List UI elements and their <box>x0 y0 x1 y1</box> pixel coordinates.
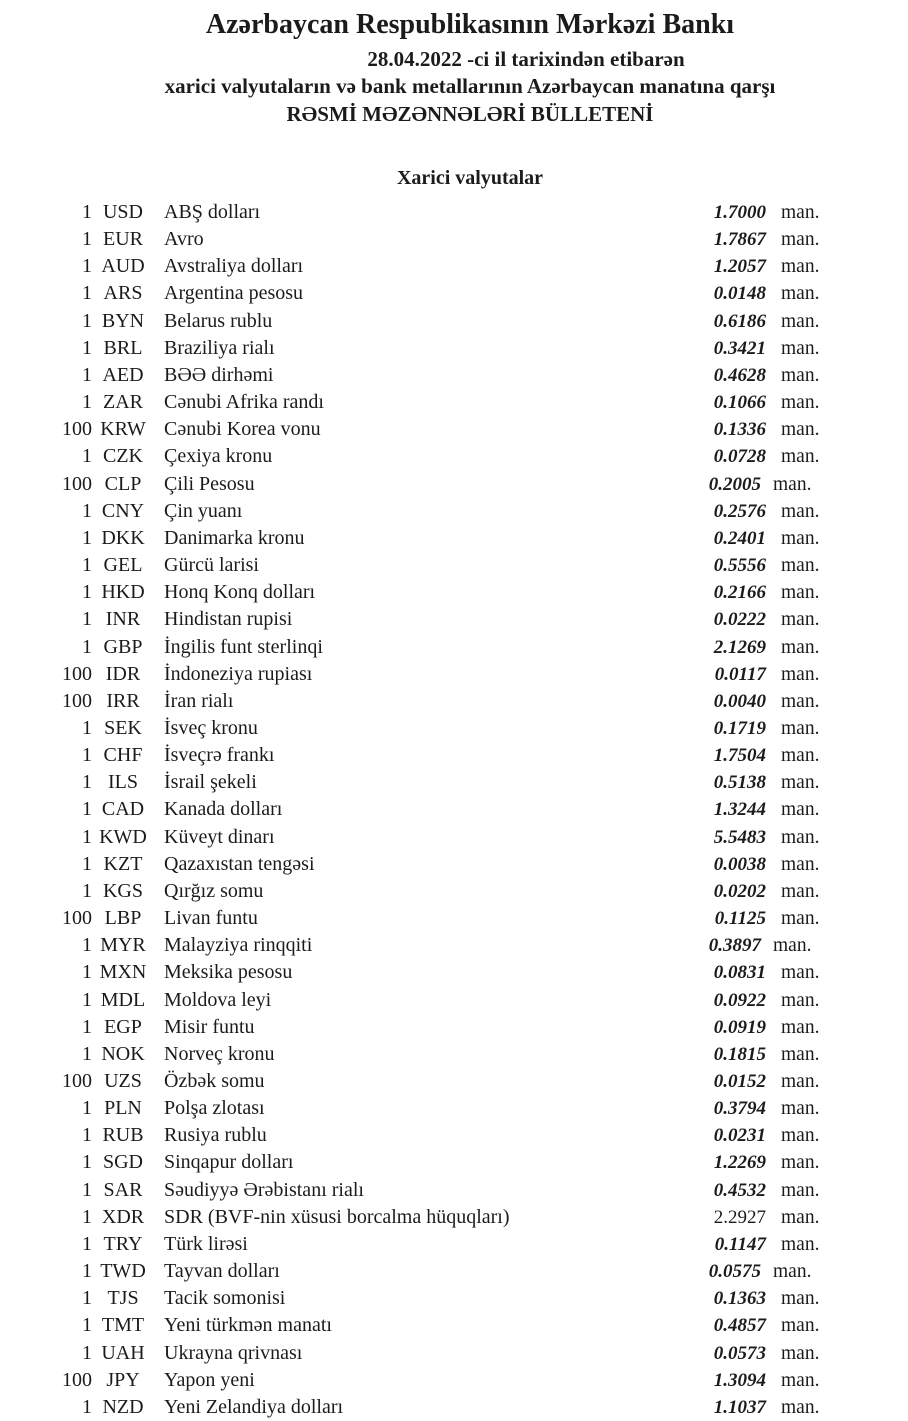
rate-row <box>54 308 824 335</box>
unit-label: man. <box>781 419 820 441</box>
currency-code: EGP <box>104 1015 142 1038</box>
rate-value: 0.1815 <box>713 1043 766 1065</box>
unit-label: man. <box>781 663 820 685</box>
rate-quantity: 100 <box>62 418 92 441</box>
unit-label: man. <box>781 1233 820 1255</box>
rate-value: 5.5483 <box>713 826 766 848</box>
unit-label: man. <box>781 609 820 631</box>
rate-row <box>54 715 824 742</box>
unit-label: man. <box>781 392 820 414</box>
currency-name: Sinqapur dolları <box>164 1151 294 1174</box>
rate-row <box>54 1095 824 1122</box>
currency-name: Yeni Zelandiya dolları <box>164 1395 344 1418</box>
rate-quantity: 1 <box>82 1205 92 1228</box>
rate-quantity: 1 <box>82 798 92 821</box>
currency-code: CAD <box>101 798 145 821</box>
rate-value: 0.1336 <box>713 419 766 441</box>
rate-value: 1.3244 <box>713 799 766 821</box>
rate-value: 0.0575 <box>708 1261 761 1283</box>
unit-label: man. <box>773 473 812 495</box>
rate-quantity: 100 <box>62 689 92 712</box>
rate-value: 1.3094 <box>713 1369 766 1391</box>
currency-code: TRY <box>103 1232 143 1255</box>
currency-code: BRL <box>103 336 143 359</box>
section-title: Xarici valyutalar <box>396 167 544 189</box>
rate-quantity: 1 <box>82 228 92 251</box>
currency-code: INR <box>105 608 141 631</box>
rate-row <box>54 1068 824 1095</box>
rate-row <box>54 199 824 226</box>
unit-label: man. <box>781 880 820 902</box>
currency-code: BYN <box>101 309 145 332</box>
rate-row <box>54 932 824 959</box>
currency-code: JPY <box>106 1368 140 1391</box>
rate-row <box>54 362 824 389</box>
rate-value: 1.2057 <box>713 256 766 278</box>
currency-name: Belarus rublu <box>164 309 273 332</box>
rate-row <box>54 1394 824 1421</box>
rate-row <box>54 498 824 525</box>
currency-name: İsrail şekeli <box>164 771 257 794</box>
rate-value: 0.0573 <box>713 1342 766 1364</box>
rate-quantity: 1 <box>82 1395 92 1418</box>
rate-row <box>54 226 824 253</box>
currency-code: IRR <box>106 689 140 712</box>
currency-name: Ukrayna qrivnası <box>164 1341 303 1364</box>
rate-value: 0.5556 <box>713 555 766 577</box>
currency-name: Braziliya rialı <box>164 336 275 359</box>
currency-name: Yeni türkmən manatı <box>164 1314 332 1337</box>
unit-label: man. <box>781 1098 820 1120</box>
rate-quantity: 1 <box>82 934 92 957</box>
currency-name: Meksika pesosu <box>164 961 293 984</box>
rate-quantity: 1 <box>82 581 92 604</box>
currency-code: GBP <box>103 635 143 658</box>
rate-quantity: 1 <box>82 1151 92 1174</box>
currency-code: KWD <box>99 825 147 848</box>
rate-quantity: 100 <box>62 662 92 685</box>
unit-label: man. <box>781 636 820 658</box>
currency-code: MYR <box>100 934 146 957</box>
unit-label: man. <box>781 500 820 522</box>
currency-code: GEL <box>103 554 143 577</box>
unit-label: man. <box>781 690 820 712</box>
rate-row <box>54 525 824 552</box>
effective-date-line: 28.04.2022 -ci il tarixindən etibarən <box>367 47 685 71</box>
rate-value: 0.6186 <box>713 310 766 332</box>
rate-quantity: 1 <box>82 961 92 984</box>
unit-label: man. <box>781 989 820 1011</box>
rate-value: 0.4628 <box>713 364 766 386</box>
currency-code: CNY <box>101 499 145 522</box>
rate-value: 2.1269 <box>713 636 766 658</box>
currency-code: MXN <box>99 961 147 984</box>
currency-code: SAR <box>103 1178 143 1201</box>
currency-code: SEK <box>104 716 142 739</box>
rate-row <box>54 579 824 606</box>
rate-quantity: 1 <box>82 608 92 631</box>
rate-value: 0.0922 <box>713 989 766 1011</box>
currency-name: Tayvan dolları <box>164 1260 280 1283</box>
unit-label: man. <box>781 1342 820 1364</box>
currency-name: Moldova leyi <box>164 988 272 1011</box>
currency-name: Cənubi Afrika randı <box>164 391 324 414</box>
rate-value: 1.7867 <box>713 229 766 251</box>
currency-name: İsveç kronu <box>164 716 258 739</box>
rate-value: 0.0148 <box>713 283 766 305</box>
unit-label: man. <box>781 745 820 767</box>
rate-value: 0.0231 <box>713 1125 766 1147</box>
rate-row <box>54 661 824 688</box>
rate-quantity: 1 <box>82 716 92 739</box>
rate-row <box>54 1041 824 1068</box>
bank-name: Azərbaycan Respublikasının Mərkəzi Bankı <box>205 9 735 40</box>
rate-value: 0.1125 <box>714 908 766 930</box>
currency-name: Səudiyyə Ərəbistanı rialı <box>164 1178 364 1201</box>
bulletin-title: RƏSMİ MƏZƏNNƏLƏRİ BÜLLETENİ <box>286 102 654 126</box>
rate-row <box>54 606 824 633</box>
rate-quantity: 1 <box>82 1097 92 1120</box>
unit-label: man. <box>781 229 820 251</box>
rate-quantity: 1 <box>82 499 92 522</box>
rate-quantity: 1 <box>82 282 92 305</box>
rate-value: 0.4532 <box>713 1179 766 1201</box>
rate-value: 0.3897 <box>708 935 761 957</box>
currency-code: AED <box>102 363 144 386</box>
rate-value: 0.0222 <box>713 609 766 631</box>
rate-quantity: 1 <box>82 391 92 414</box>
rate-row <box>54 1204 824 1231</box>
currency-name: BƏƏ dirhəmi <box>164 363 274 386</box>
unit-label: man. <box>781 908 820 930</box>
currency-code: DKK <box>101 526 145 549</box>
rate-row <box>54 552 824 579</box>
currency-name: ABŞ dolları <box>164 201 261 223</box>
currency-code: LBP <box>104 907 142 930</box>
unit-label: man. <box>781 256 820 278</box>
unit-label: man. <box>781 1288 820 1310</box>
rate-quantity: 1 <box>82 255 92 278</box>
unit-label: man. <box>773 935 812 957</box>
rate-value: 0.2005 <box>708 473 761 495</box>
currency-code: TJS <box>107 1287 139 1310</box>
currency-code: CLP <box>104 472 142 495</box>
unit-label: man. <box>781 1315 820 1337</box>
rate-row <box>54 1367 824 1394</box>
rate-quantity: 100 <box>62 1368 92 1391</box>
rate-value: 0.0038 <box>713 853 766 875</box>
currency-code: UAH <box>101 1341 145 1364</box>
unit-label: man. <box>781 1043 820 1065</box>
rate-row <box>54 905 824 932</box>
rate-quantity: 1 <box>82 635 92 658</box>
rate-quantity: 1 <box>82 336 92 359</box>
bulletin-header <box>54 8 854 128</box>
unit-label: man. <box>781 1152 820 1174</box>
rate-value: 0.0117 <box>714 663 766 685</box>
currency-code: CHF <box>103 744 143 767</box>
rate-row <box>54 1340 824 1367</box>
currency-name: Livan funtu <box>164 907 258 930</box>
currency-code: TWD <box>100 1260 146 1283</box>
currency-code: PLN <box>104 1097 142 1120</box>
unit-label: man. <box>773 1261 812 1283</box>
unit-label: man. <box>781 853 820 875</box>
rate-row <box>54 1258 824 1285</box>
rate-row <box>54 471 824 498</box>
currency-name: Yapon yeni <box>164 1368 255 1391</box>
rate-value: 0.0152 <box>713 1071 766 1092</box>
currency-name: Qırğız somu <box>164 879 264 902</box>
unit-label: man. <box>781 1179 820 1201</box>
currency-name: Türk lirəsi <box>164 1232 248 1255</box>
unit-label: man. <box>781 1369 820 1391</box>
bulletin-page <box>54 8 854 1418</box>
unit-label: man. <box>781 582 820 604</box>
currency-name: Argentina pesosu <box>164 282 304 305</box>
currency-name: İsveçrə frankı <box>164 744 275 767</box>
currency-code: KGS <box>102 879 143 902</box>
rate-value: 0.4857 <box>713 1315 766 1337</box>
rate-row <box>54 335 824 362</box>
rate-quantity: 1 <box>82 771 92 794</box>
unit-label: man. <box>781 826 820 848</box>
rate-value: 0.1363 <box>713 1288 766 1310</box>
rate-row <box>54 1177 824 1204</box>
rate-row <box>54 253 824 280</box>
rate-quantity: 1 <box>82 445 92 468</box>
unit-label: man. <box>781 446 820 468</box>
currency-name: Polşa zlotası <box>164 1097 265 1120</box>
rate-value: 0.1066 <box>713 392 766 414</box>
unit-label: man. <box>781 555 820 577</box>
currency-name: Danimarka kronu <box>164 526 305 549</box>
currency-name: Rusiya rublu <box>164 1124 267 1147</box>
currency-code: EUR <box>103 228 143 251</box>
rate-quantity: 1 <box>82 825 92 848</box>
rate-row <box>54 1285 824 1312</box>
currency-name: Honq Konq dolları <box>164 581 316 604</box>
unit-label: man. <box>781 799 820 821</box>
currency-code: ILS <box>108 771 138 794</box>
rate-row <box>54 1312 824 1339</box>
rate-row <box>54 389 824 416</box>
rate-quantity: 1 <box>82 526 92 549</box>
rate-value: 0.1719 <box>713 717 766 739</box>
rate-quantity: 1 <box>82 879 92 902</box>
rate-quantity: 1 <box>82 1042 92 1065</box>
currency-name: Avro <box>164 228 204 251</box>
unit-label: man. <box>781 962 820 984</box>
rate-row <box>54 1149 824 1176</box>
currency-name: Kanada dolları <box>164 798 283 821</box>
currency-code: NZD <box>102 1395 144 1418</box>
rate-row <box>54 796 824 823</box>
unit-label: man. <box>781 1396 820 1418</box>
rate-row <box>54 1014 824 1041</box>
rate-quantity: 1 <box>82 1124 92 1147</box>
rate-row <box>54 1122 824 1149</box>
rate-quantity: 1 <box>82 744 92 767</box>
currency-name: SDR (BVF-nin xüsusi borcalma hüquqları) <box>164 1205 510 1228</box>
currency-name: Özbək somu <box>164 1070 265 1092</box>
currency-name: Qazaxıstan tengəsi <box>164 852 315 875</box>
rate-value: 0.2401 <box>713 527 766 549</box>
rate-row <box>54 959 824 986</box>
rate-quantity: 1 <box>82 1232 92 1255</box>
rate-quantity: 1 <box>82 1314 92 1337</box>
currency-code: KRW <box>100 418 146 441</box>
rate-row <box>54 443 824 470</box>
currency-name: İran rialı <box>164 689 234 712</box>
rate-value: 0.2166 <box>713 582 766 604</box>
rate-quantity: 1 <box>82 1260 92 1283</box>
rate-value: 0.0040 <box>713 690 766 712</box>
currency-name: Hindistan rupisi <box>164 608 293 631</box>
rate-quantity: 1 <box>82 1287 92 1310</box>
rate-value: 0.0202 <box>713 880 766 902</box>
rate-value: 0.3421 <box>713 337 766 359</box>
unit-label: man. <box>781 202 820 223</box>
rate-quantity: 1 <box>82 1341 92 1364</box>
rate-row <box>54 688 824 715</box>
unit-label: man. <box>781 283 820 305</box>
rate-quantity: 1 <box>82 1015 92 1038</box>
currency-name: Çili Pesosu <box>164 472 255 495</box>
rate-quantity: 1 <box>82 554 92 577</box>
currency-code: ARS <box>103 282 143 305</box>
currency-code: IDR <box>105 662 141 685</box>
rate-row <box>54 280 824 307</box>
rate-value: 0.0831 <box>713 962 766 984</box>
rate-row <box>54 1231 824 1258</box>
unit-label: man. <box>781 310 820 332</box>
rate-value: 0.0728 <box>713 446 766 468</box>
currency-name: Çexiya kronu <box>164 445 273 468</box>
rate-value: 0.1147 <box>714 1233 766 1255</box>
currency-code: USD <box>102 201 143 223</box>
currency-code: NOK <box>101 1042 145 1065</box>
rate-row <box>54 987 824 1014</box>
rate-quantity: 1 <box>82 852 92 875</box>
currency-name: Gürcü larisi <box>164 554 259 577</box>
rate-value: 0.3794 <box>713 1098 766 1120</box>
unit-label: man. <box>781 772 820 794</box>
unit-label: man. <box>781 337 820 359</box>
currency-code: ZAR <box>103 391 143 414</box>
currency-name: Küveyt dinarı <box>164 825 275 848</box>
currency-name: Cənubi Korea vonu <box>164 418 321 441</box>
currency-code: UZS <box>104 1070 142 1092</box>
currency-code: RUB <box>102 1124 144 1147</box>
rate-value: 1.7000 <box>713 202 766 223</box>
rate-row <box>54 634 824 661</box>
currency-name: Misir funtu <box>164 1015 255 1038</box>
currency-code: KZT <box>103 852 143 875</box>
currency-code: CZK <box>103 445 143 468</box>
currency-code: AUD <box>101 255 145 278</box>
currency-name: İngilis funt sterlinqi <box>164 635 323 658</box>
rate-row <box>54 742 824 769</box>
rate-row <box>54 824 824 851</box>
unit-label: man. <box>781 717 820 739</box>
unit-label: man. <box>781 1125 820 1147</box>
rate-value: 2.2927 <box>713 1206 766 1228</box>
rate-quantity: 100 <box>62 472 92 495</box>
rate-quantity: 1 <box>82 1178 92 1201</box>
unit-label: man. <box>781 364 820 386</box>
rate-quantity: 1 <box>82 201 92 223</box>
unit-label: man. <box>781 1016 820 1038</box>
rate-quantity: 1 <box>82 309 92 332</box>
rate-value: 0.5138 <box>713 772 766 794</box>
unit-label: man. <box>781 1071 820 1092</box>
currency-code: HKD <box>101 581 145 604</box>
rate-row <box>54 416 824 443</box>
rate-value: 0.0919 <box>713 1016 766 1038</box>
rates-table <box>54 199 854 1421</box>
currency-name: Norveç kronu <box>164 1042 275 1065</box>
currency-code: SGD <box>102 1151 143 1174</box>
unit-label: man. <box>781 527 820 549</box>
unit-label: man. <box>781 1206 820 1228</box>
rate-value: 1.1037 <box>713 1396 766 1418</box>
currency-name: Malayziya rinqqiti <box>164 934 313 957</box>
rate-row <box>54 769 824 796</box>
currency-name: İndoneziya rupiası <box>164 662 313 685</box>
rate-value: 1.7504 <box>713 745 766 767</box>
currency-code: MDL <box>100 988 146 1011</box>
currency-code: XDR <box>101 1205 145 1228</box>
currency-code: TMT <box>101 1314 145 1337</box>
rate-quantity: 100 <box>62 907 92 930</box>
rate-value: 1.2269 <box>713 1152 766 1174</box>
rate-quantity: 100 <box>62 1070 92 1092</box>
rate-quantity: 1 <box>82 988 92 1011</box>
subject-line: xarici valyutaların və bank metallarının Azərbaycan manatına qarşı <box>164 74 776 98</box>
currency-name: Çin yuanı <box>164 499 243 522</box>
currency-name: Tacik somonisi <box>164 1287 286 1310</box>
rate-row <box>54 878 824 905</box>
rate-quantity: 1 <box>82 363 92 386</box>
rate-row <box>54 851 824 878</box>
rate-value: 0.2576 <box>713 500 766 522</box>
currency-name: Avstraliya dolları <box>164 255 304 278</box>
